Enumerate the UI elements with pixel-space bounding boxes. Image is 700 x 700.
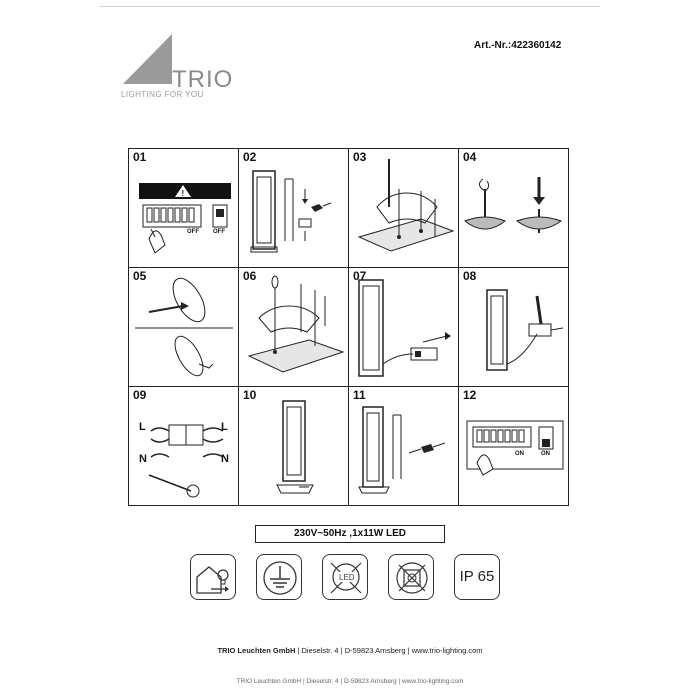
step-07 xyxy=(349,268,459,387)
step-number: 09 xyxy=(133,388,147,402)
place-luminaire-illustration xyxy=(239,387,349,506)
electrical-specification: 230V~50Hz ,1x11W LED xyxy=(255,525,445,543)
assembly-steps-grid xyxy=(128,148,569,506)
drill-holes-illustration xyxy=(349,149,459,268)
off-label: OFF xyxy=(187,229,199,235)
led-bulb-not-replaceable-icon xyxy=(322,554,368,600)
triangle-logo-icon xyxy=(118,32,178,92)
live-wire-label: L xyxy=(139,421,146,433)
step-02 xyxy=(239,149,349,268)
wiring-diagram-illustration xyxy=(129,387,239,506)
step-number: 07 xyxy=(353,269,367,283)
footer-company: TRIO Leuchten GmbH xyxy=(217,646,296,655)
ip-rating-text: IP 65 xyxy=(459,568,495,585)
off-label: OFF xyxy=(213,229,225,235)
unscrew-base-illustration xyxy=(239,149,349,268)
step-09 xyxy=(129,387,239,506)
brand-logo xyxy=(118,32,238,102)
mount-plate-illustration xyxy=(129,268,239,387)
switch-off-illustration xyxy=(129,149,239,268)
svg-text:!: ! xyxy=(181,189,185,198)
no-dimmer-icon xyxy=(388,554,434,600)
step-11 xyxy=(349,387,459,506)
step-number: 02 xyxy=(243,150,257,164)
neutral-wire-label: N xyxy=(221,453,229,465)
step-number: 08 xyxy=(463,269,477,283)
step-03 xyxy=(349,149,459,268)
brand-name: TRIO xyxy=(172,66,234,93)
top-rule xyxy=(100,6,600,7)
step-number: 03 xyxy=(353,150,367,164)
brand-tagline: LIGHTING FOR YOU xyxy=(121,90,204,99)
article-number: Art.-Nr.:422360142 xyxy=(474,40,562,51)
earth-ground-icon xyxy=(256,554,302,600)
footer-address xyxy=(0,646,700,655)
indoor-outdoor-icon xyxy=(190,554,236,600)
step-number: 04 xyxy=(463,150,477,164)
step-number: 12 xyxy=(463,388,477,402)
insert-anchor-illustration xyxy=(459,149,569,268)
step-08 xyxy=(459,268,569,387)
step-number: 06 xyxy=(243,269,257,283)
symbols-row xyxy=(190,554,510,602)
step-number: 10 xyxy=(243,388,257,402)
connect-cable-illustration xyxy=(349,268,459,387)
on-label: ON xyxy=(515,451,524,457)
fix-screws-illustration xyxy=(239,268,349,387)
step-06 xyxy=(239,268,349,387)
step-number: 05 xyxy=(133,269,147,283)
on-label: ON xyxy=(541,451,550,457)
step-10 xyxy=(239,387,349,506)
step-05 xyxy=(129,268,239,387)
switch-on-illustration xyxy=(459,387,569,506)
step-12 xyxy=(459,387,569,506)
live-wire-label: L xyxy=(221,421,228,433)
footer-address-faded: TRIO Leuchten GmbH | Dieselstr. 4 | D-59823 Arnsberg | www.trio-lighting.com xyxy=(236,678,464,685)
step-01 xyxy=(129,149,239,268)
secure-luminaire-illustration xyxy=(349,387,459,506)
tighten-connector-illustration xyxy=(459,268,569,387)
led-label: LED xyxy=(339,573,355,582)
neutral-wire-label: N xyxy=(139,453,147,465)
footer-address-line: | Dieselstr. 4 | D-59823 Arnsberg | www.trio-lighting.com xyxy=(295,646,483,655)
step-number: 11 xyxy=(353,388,366,402)
step-number: 01 xyxy=(133,150,147,164)
step-04 xyxy=(459,149,569,268)
ip-rating-badge xyxy=(454,554,500,600)
